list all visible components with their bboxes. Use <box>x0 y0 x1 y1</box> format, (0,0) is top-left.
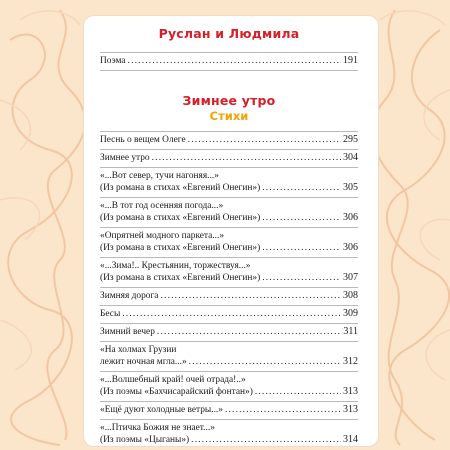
leader-dots <box>262 272 341 284</box>
leader-dots <box>128 55 341 67</box>
table-of-contents <box>100 26 358 449</box>
toc-entry[interactable] <box>100 402 358 419</box>
page-number: 295 <box>343 134 358 145</box>
toc-entry[interactable] <box>100 150 358 167</box>
toc-entry-line <box>100 242 358 254</box>
entry-title: «Ещё дуют холодные ветры...» <box>100 405 223 415</box>
page-number: 307 <box>343 272 358 283</box>
section-ruslan <box>100 26 358 71</box>
toc-entry[interactable] <box>100 132 358 149</box>
toc-entry-line <box>100 386 358 398</box>
page-number: 306 <box>343 212 358 223</box>
toc-entry[interactable] <box>100 288 358 305</box>
leader-dots <box>255 386 341 398</box>
toc-entry-line <box>100 182 358 194</box>
page-number: 304 <box>343 152 358 163</box>
toc-entry[interactable] <box>100 324 358 341</box>
toc-entry[interactable] <box>100 372 358 401</box>
page-number: 308 <box>343 290 358 301</box>
toc-entry-line <box>100 326 358 338</box>
leader-dots <box>262 242 341 254</box>
entry-title: Зимняя дорога <box>100 291 159 301</box>
entry-title: «...В тот год осенняя погода...» <box>100 201 224 211</box>
toc-entry-line <box>100 290 358 302</box>
toc-entry-line <box>100 308 358 320</box>
leader-dots <box>191 434 341 446</box>
leader-dots <box>157 326 341 338</box>
entry-title: «На холмах Грузии <box>100 345 177 355</box>
toc-entry-line <box>100 356 358 368</box>
toc-entry-line <box>100 434 358 446</box>
entry-subtitle: (Из романа в стихах «Евгений Онегин») <box>100 213 261 223</box>
page-number: 309 <box>343 308 358 319</box>
entry-title: «...Зима!.. Крестьянин, торжествуя...» <box>100 261 251 271</box>
entry-title: Поэма <box>100 56 126 66</box>
section-title: Руслан и Людмила <box>158 26 300 41</box>
entry-subtitle: лежит ночная мгла...» <box>100 357 187 367</box>
section-winter-morning <box>100 93 358 449</box>
section-title: Зимнее утро <box>182 93 276 108</box>
leader-dots <box>189 356 341 368</box>
toc-entry[interactable] <box>100 420 358 449</box>
entry-title: «Опрятней модного паркета...» <box>100 231 225 241</box>
toc-entry[interactable] <box>100 168 358 197</box>
toc-entry[interactable] <box>100 53 358 70</box>
entry-title: Зимний вечер <box>100 327 155 337</box>
toc-entry[interactable] <box>100 258 358 287</box>
toc-entry-line <box>100 55 358 67</box>
toc-entry-line <box>100 272 358 284</box>
leader-dots <box>122 308 341 320</box>
toc-entry[interactable] <box>100 342 358 371</box>
leader-dots <box>262 212 341 224</box>
page-number: 306 <box>343 242 358 253</box>
entry-title: «...Волшебный край! очей отрада!..» <box>100 375 246 385</box>
entry-title: Бесы <box>100 309 121 319</box>
entry-subtitle: (Из поэмы «Цыганы») <box>100 435 190 445</box>
entry-title: Песнь о вещем Олеге <box>100 135 186 145</box>
page-number: 313 <box>343 386 358 397</box>
section-subtitle: Стихи <box>209 109 249 123</box>
entry-subtitle: (Из романа в стихах «Евгений Онегин») <box>100 243 261 253</box>
page-number: 312 <box>343 356 358 367</box>
toc-entry-line <box>100 404 358 416</box>
page-number: 191 <box>343 55 358 66</box>
toc-entry-line <box>100 212 358 224</box>
toc-entry-line <box>100 152 358 164</box>
page-number: 313 <box>343 404 358 415</box>
entry-title: Зимнее утро <box>100 153 150 163</box>
page-number: 314 <box>343 434 358 445</box>
entry-subtitle: (Из поэмы «Бахчисарайский фонтан») <box>100 387 253 397</box>
entry-subtitle: (Из романа в стихах «Евгений Онегин») <box>100 183 261 193</box>
toc-entry[interactable] <box>100 306 358 323</box>
toc-entry-line <box>100 134 358 146</box>
leader-dots <box>188 134 341 146</box>
leader-dots <box>262 182 341 194</box>
toc-entry[interactable] <box>100 228 358 257</box>
toc-entry[interactable] <box>100 198 358 227</box>
entry-subtitle: (Из романа в стихах «Евгений Онегин») <box>100 273 261 283</box>
leader-dots <box>225 404 341 416</box>
entry-title: «...Птичка Божия не знает...» <box>100 423 215 433</box>
page-number: 311 <box>343 326 358 337</box>
leader-dots <box>160 290 341 302</box>
leader-dots <box>152 152 341 164</box>
entry-title: «...Вот север, тучи нагоняя...» <box>100 171 219 181</box>
page-number: 305 <box>343 182 358 193</box>
